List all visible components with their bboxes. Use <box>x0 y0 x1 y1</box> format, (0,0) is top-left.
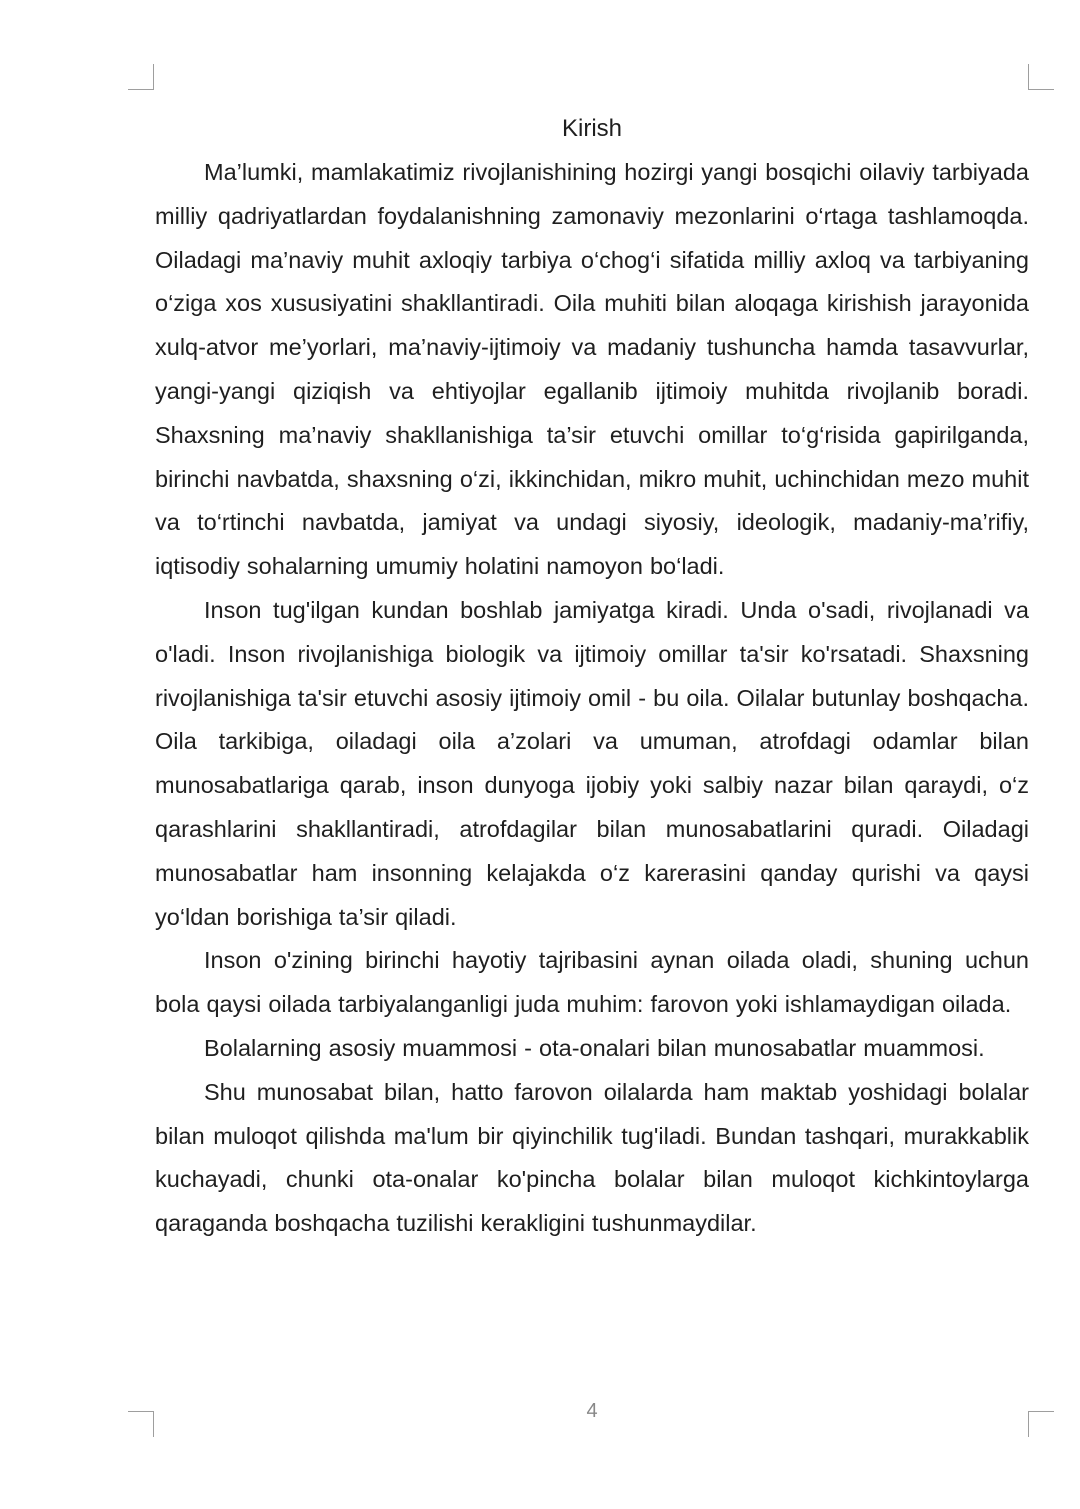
document-body <box>155 151 1029 1246</box>
paragraph-2: Inson tug'ilgan kundan boshlab jamiyatga kiradi. Unda o'sadi, rivojlanadi va o'ladi. Inson rivojlanishiga biologik va ijtimoiy omillar ta'sir ko'rsatadi. Shaxsning rivojlanishiga ta'sir etuvchi asosiy ijtimoiy omil - bu oila. Oilalar butunlay boshqacha. Oila tarkibiga, oiladagi oila a’zolari va umuman, atrofdagi odamlar bilan munosabatlariga qarab, inson dunyoga ijobiy yoki salbiy nazar bilan qaraydi, o‘z qarashlarini shakllantiradi, atrofdagilar bilan munosabatlarini quradi. Oiladagi munosabatlar ham insonning kelajakda o‘z karerasini qanday qurishi va qaysi yo‘ldan borishiga ta’sir qiladi. <box>155 596 1029 930</box>
paragraph-4: Bolalarning asosiy muammosi - ota-onalari bilan munosabatlar muammosi. <box>204 1034 985 1061</box>
top-left-margin-mark <box>128 64 154 90</box>
page-number: 4 <box>586 1400 598 1422</box>
paragraph-1: Ma’lumki, mamlakatimiz rivojlanishining hozirgi yangi bosqichi oilaviy tarbiyada milliy qadriyatlardan foydalanishning zamonaviy mezonlarini o‘rtaga tashlamoqda. Oiladagi ma’naviy muhit axloqiy tarbiya o‘chog‘i sifatida milliy axloq va tarbiyaning o‘ziga xos xususiyatini shakllantiradi. Oila muhiti bilan aloqaga kirishish jarayonida xulq-atvor me’yorlari, ma’naviy-ijtimoiy va madaniy tushuncha hamda tasavvurlar, yangi-yangi qiziqish va ehtiyojlar egallanib ijtimoiy muhitda rivojlanib boradi. Shaxsning ma’naviy shakllanishiga ta’sir etuvchi omillar to‘g‘risida gapirilganda, birinchi navbatda, shaxsning o‘zi, ikkinchidan, mikro muhit, uchinchidan mezo muhit va to‘rtinchi navbatda, jamiyat va undagi siyosiy, ideologik, madaniy-ma’rifiy, iqtisodiy sohalarning umumiy holatini namoyon bo‘ladi. <box>155 159 1029 580</box>
top-right-margin-mark <box>1028 64 1054 90</box>
paragraph-3: Inson o'zining birinchi hayotiy tajribasini aynan oilada oladi, shuning uchun bola qaysi oilada tarbiyalanganligi juda muhim: farovon yoki ishlamaydigan oilada. <box>155 947 1029 1018</box>
paragraph-5: Shu munosabat bilan, hatto farovon oilalarda ham maktab yoshidagi bolalar bilan muloqot qilishda ma'lum bir qiyinchilik tug'iladi. Bundan tashqari, murakkablik kuchayadi, chunki ota-onalar ko'pincha bolalar bilan muloqot kichkintoylarga qaraganda boshqacha tuzilishi kerakligini tushunmaydilar. <box>155 1078 1029 1237</box>
document-title: Kirish <box>561 115 622 142</box>
